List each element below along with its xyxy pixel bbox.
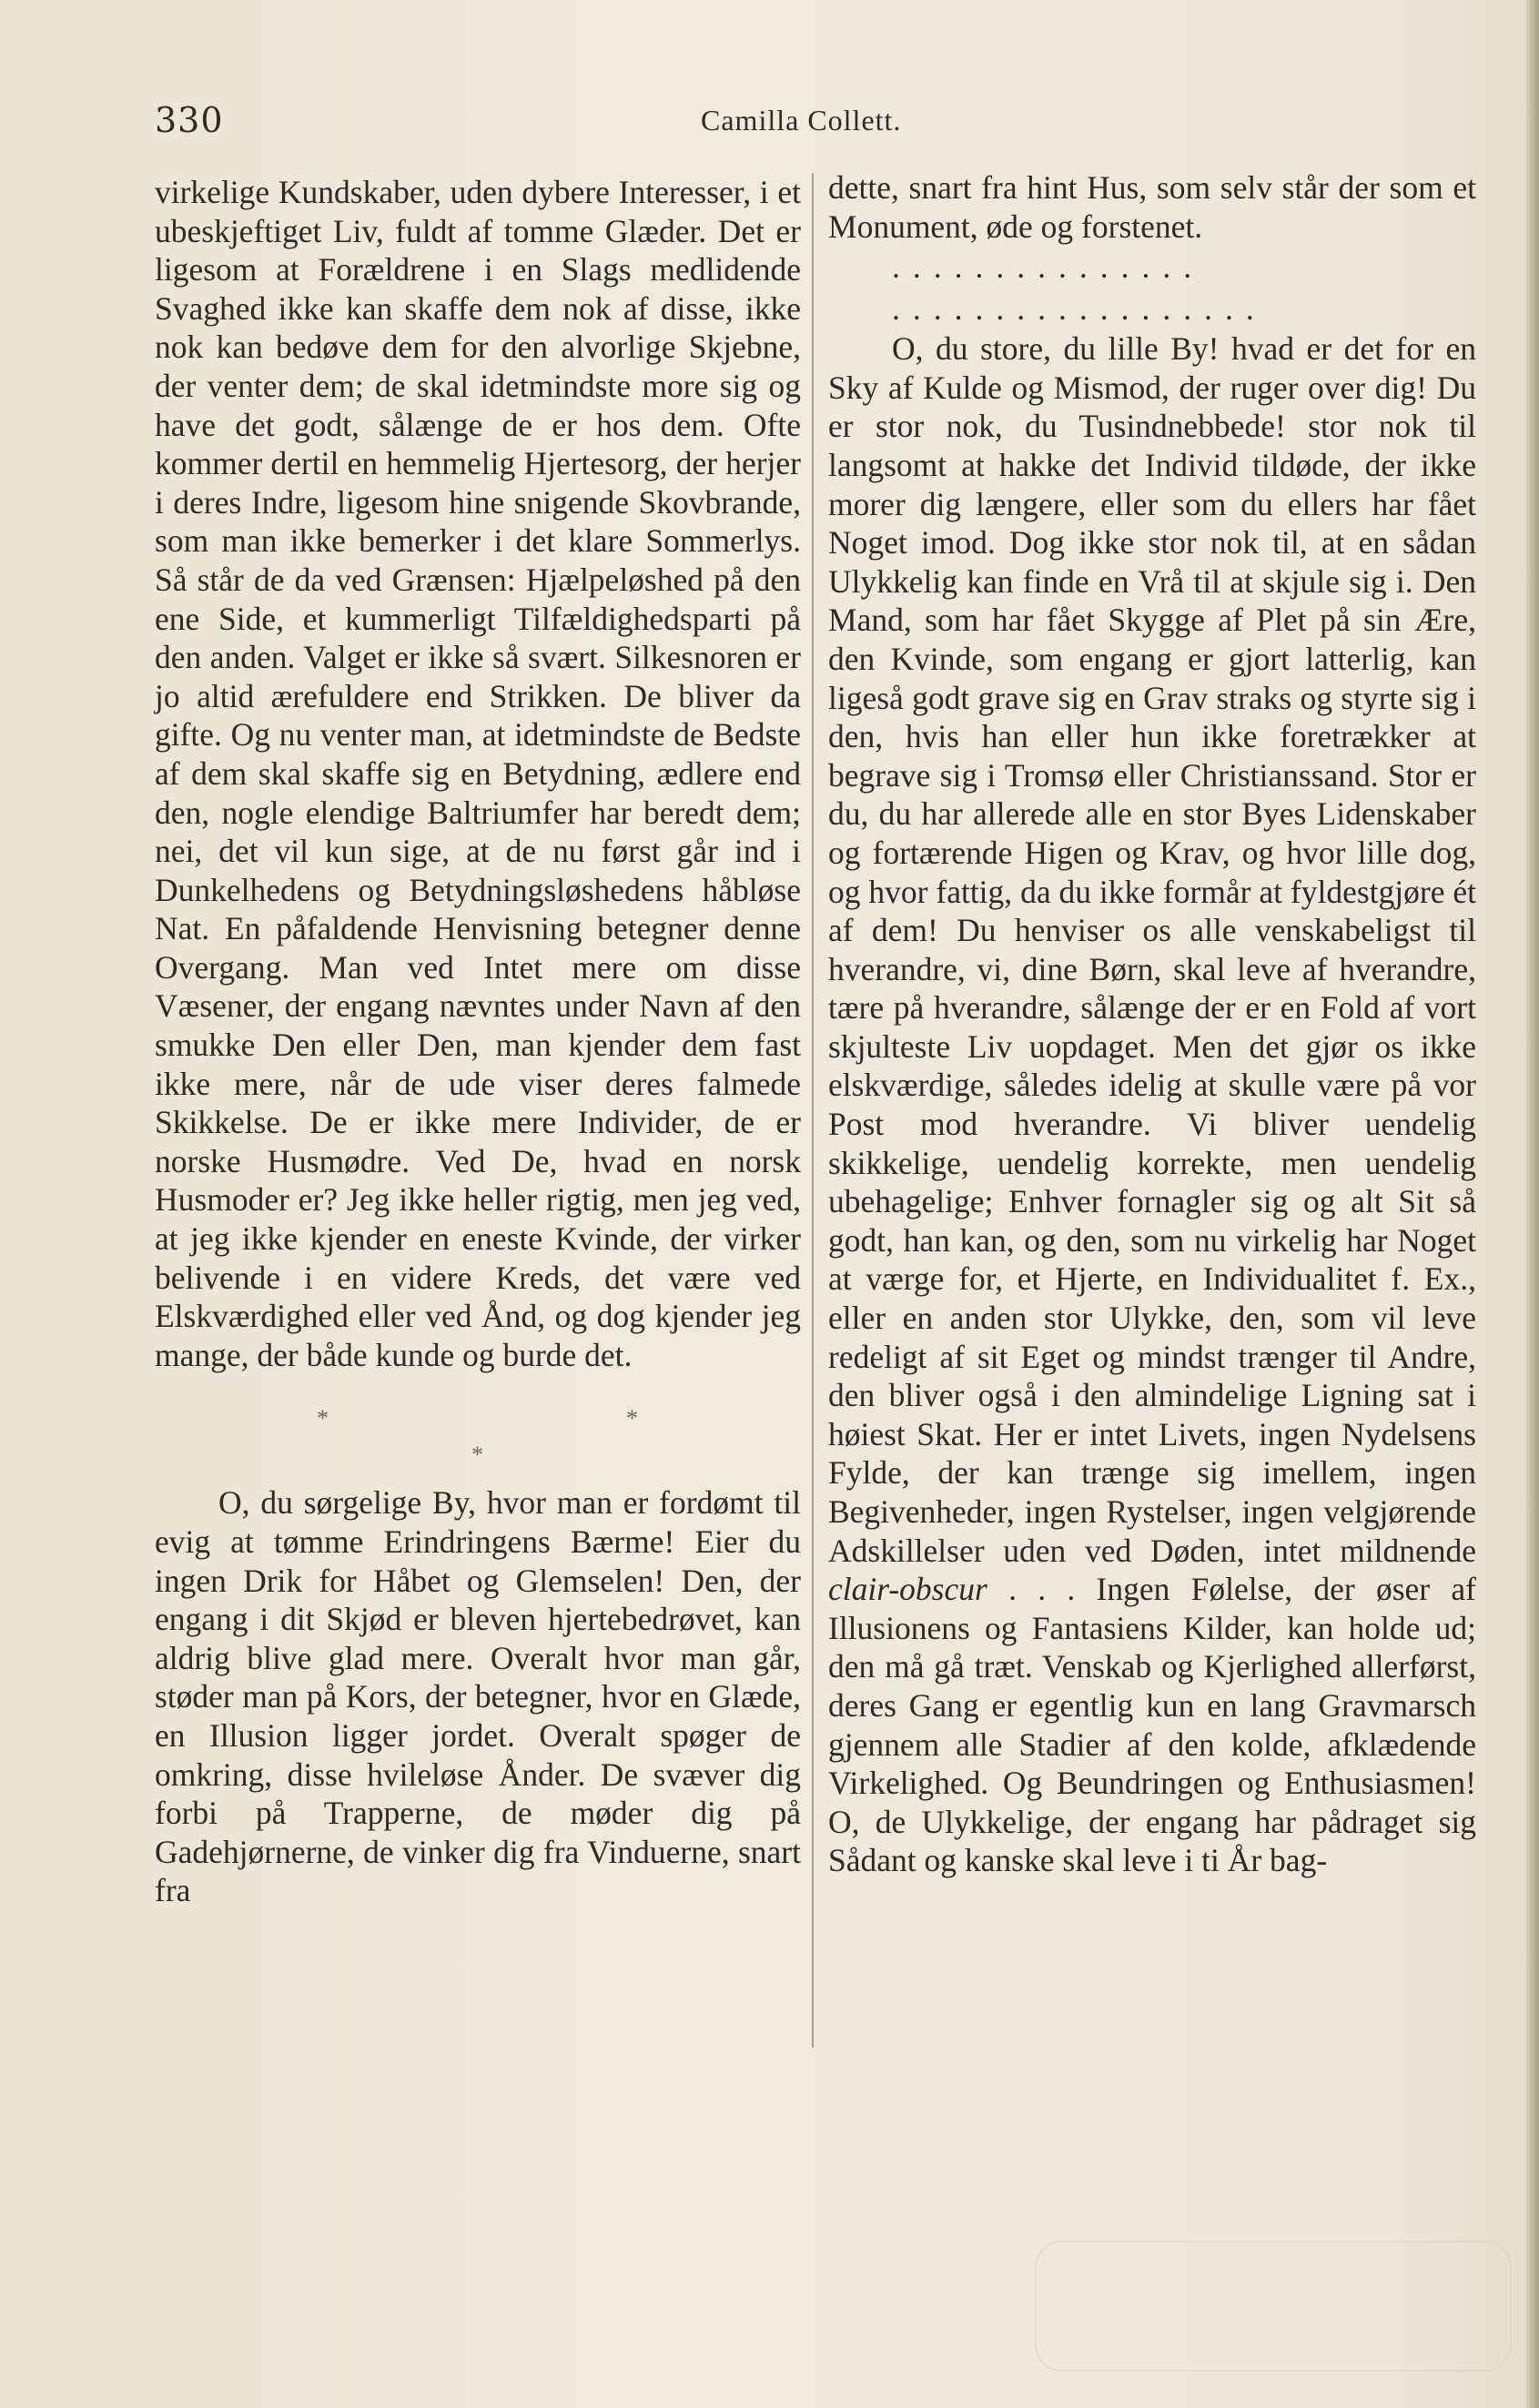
asterisk: * [317, 1405, 329, 1432]
paper-stain [1035, 2241, 1512, 2372]
asterisk: * [471, 1442, 483, 1469]
page-number: 330 [155, 100, 224, 140]
column-divider [812, 173, 814, 2048]
page-edge [1526, 0, 1539, 2408]
right-column [828, 168, 1476, 1880]
paragraph: dette, snart fra hint Hus, som selv står der som et Monument, øde og forstenet. [828, 169, 1476, 245]
paragraph-text: . . . Ingen Følelse, der øser af Illusionens og Fantasiens Kilder, kan holde ud; den må gå træt. Venskab og Kjerlighed allerførst, deres Gang er egentlig kun en lang Gravmarsch gjennem alle Stadier af den kolde, afklædende Virkelighed. Og Beundringen og Enthusiasmen! O, de Ulykkelige, der engang har pådraget sig Sådant og kanske skal leve i ti År bag- [828, 1571, 1476, 1879]
ellipsis-line: .................. [892, 290, 1267, 328]
paragraph [828, 329, 1476, 1880]
ellipsis-line: ............... [892, 248, 1205, 286]
asterisk: * [626, 1405, 638, 1432]
paragraph-text: O, du store, du lille By! hvad er det for en Sky af Kulde og Mismod, der ruger over dig! Du er stor nok, du Tusindnebbede! stor nok til langsomt at hakke det Individ tildøde, der ikke morer dig længere, eller som du ellers har fået Noget imod. Dog ikke stor nok til, at en sådan Ulykkelig kan finde en Vrå til at skjule sig i. Den Mand, som har fået Skygge af Plet på sin Ære, den Kvinde, som engang er gjort latterlig, kan ligeså godt grave sig en Grav straks og styrte sig i den, hvis han eller hun ikke foretrækker at begrave sig i Tromsø eller Christianssand. Stor er du, du har allerede alle en stor Byes Lidenskaber og fortærende Higen og Krav, og hvor lille dog, og hvor fattig, da du ikke formår at fyldestgjøre ét af dem! Du henviser os alle venskabeligst til hverandre, vi, dine Børn, skal leve af hverandre, tære på hverandre, sålænge der er en Fold af vort skjulteste Liv uopdaget. Men det gjør os ikke elskværdige, således idelig at skulle være på vor Post mod hverandre. Vi bliver uendelig skikkelige, uendelig korrekte, men uendelig ubehagelige; Enhver fornagler sig og alt Sit så godt, han kan, og den, som nu virkelig har Noget at værge for, et Hjerte, en Individualitet f. Ex., eller en anden stor Ulykke, den, som vil leve redeligt af sit Eget og mindst trænger til Andre, den bliver også i den almindelige Ligning sat i høiest Skat. Her er intet Livets, ingen Nydelsens Fylde, der kan trænge sig imellem, ingen Begivenheder, ingen Rystelser, ingen velgjørende Adskillelser uden ved Døden, intet mildnende [828, 330, 1476, 1569]
paragraph: O, du sørgelige By, hvor man er fordømt til evig at tømme Erindringens Bærme! Eier du ingen Drik for Håbet og Glemselen! Den, der engang i dit Skjød er bleven hjertebedrøvet, kan aldrig blive glad mere. Overalt hvor man går, støder man på Kors, der betegner, hvor en Glæde, en Illusion ligger jordet. Overalt spøger de omkring, disse hvileløse Ånder. De svæver dig forbi på Trapperne, de møder dig på Gadehjørnerne, de vinker dig fra Vinduerne, snart fra [155, 1484, 801, 1909]
page-header [155, 100, 1465, 146]
paragraph: virkelige Kundskaber, uden dybere Interesser, i et ubeskjeftiget Liv, fuldt af tomme Glæder. Det er ligesom at Forældrene i en Slags medlidende Svaghed ikke kan skaffe dem nok af disse, ikke nok kan bedøve dem for den alvorlige Skjebne, der venter dem; de skal idetmindste more sig og have det godt, sålænge de er hos dem. Ofte kommer dertil en hemmelig Hjertesorg, der herjer i deres Indre, ligesom hine snigende Skovbrande, som man ikke bemerker i det klare Sommerlys. Så står de da ved Grænsen: Hjælpeløshed på den ene Side, et kummerligt Tilfældighedsparti på den anden. Valget er ikke så svært. Silkesnoren er jo altid ærefuldere end Strikken. De bliver da gifte. Og nu venter man, at idetmindste de Bedste af dem skal skaffe sig en Betydning, ædlere end den, nogle elendige Baltriumfer har beredt dem; nei, det vil kun sige, at de nu først går ind i Dunkelhedens og Betydningsløshedens håbløse Nat. En påfaldende Henvisning betegner denne Overgang. Man ved Intet mere om disse Væsener, der engang nævntes under Navn af den smukke Den eller Den, man kjender dem fast ikke mere, når de ude viser deres falmede Skikkelse. De er ikke mere Individer, de er norske Husmødre. Ved De, hvad en norsk Husmoder er? Jeg ikke heller rigtig, men jeg ved, at jeg ikke kjender en eneste Kvinde, der virker belivende i en videre Kreds, det være ved Elskværdighed eller ved Ånd, og dog kjender jeg mange, der både kunde og burde det. [155, 174, 801, 1373]
italic-term: clair-obscur [828, 1571, 987, 1608]
running-head: Camilla Collett. [701, 104, 902, 137]
left-column [155, 173, 801, 1910]
section-break [155, 1374, 801, 1483]
